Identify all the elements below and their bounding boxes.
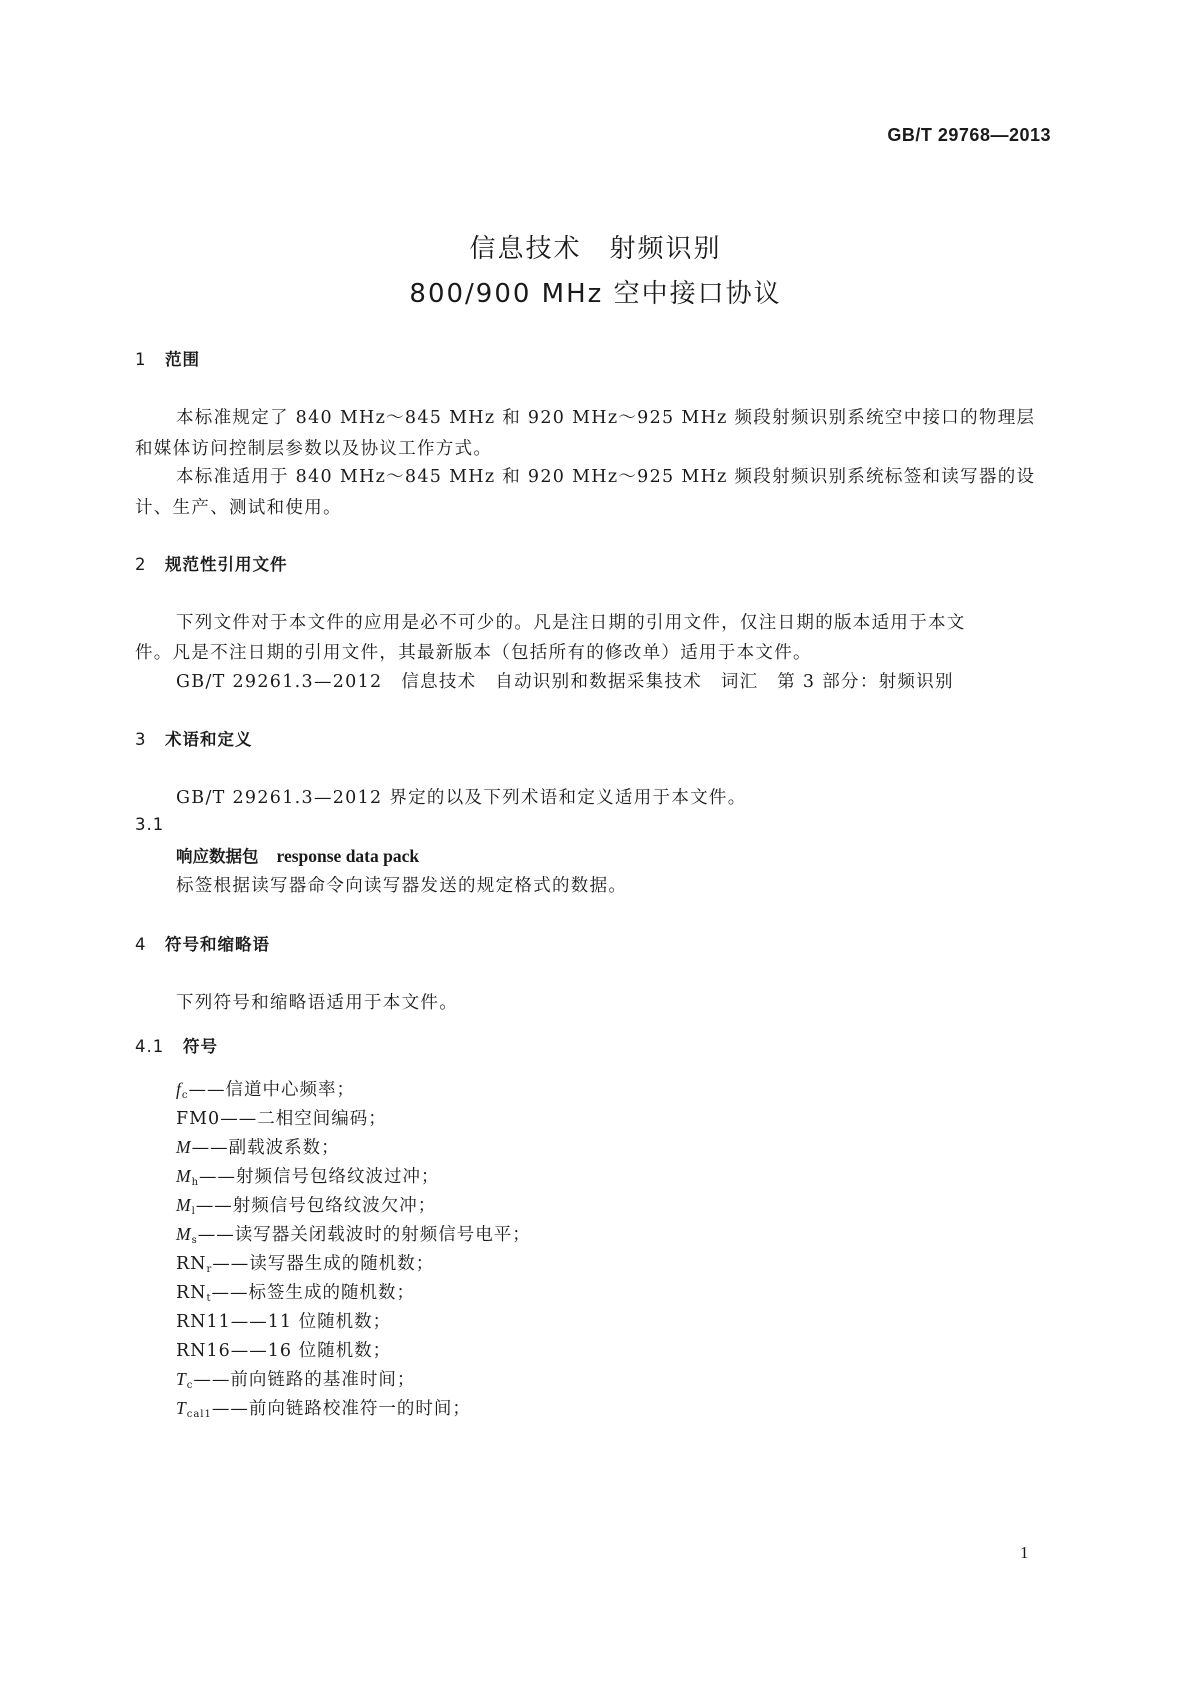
section-title: 符号 <box>183 1037 218 1056</box>
term-english: response data pack <box>276 846 420 866</box>
symbol-entry: $T_{cal1}——$前向链路校准符一的时间； <box>176 1398 471 1420</box>
page-number: 1 <box>1020 1543 1029 1562</box>
refs-document: GB/T 29261.3—2012 信息技术 自动识别和数据采集技术 词汇 第 3 部分：射频识别 <box>176 672 954 692</box>
document-title-line2: 800/900 MHz 空中接口协议 <box>409 279 782 309</box>
symbol-entry: $M_s——$读写器关闭载波时的射频信号电平； <box>176 1224 531 1246</box>
section-number: 1 <box>135 350 147 369</box>
symbol-entry: M——副载波系数； <box>176 1137 340 1158</box>
refs-para-line1: 下列文件对于本文件的应用是必不可少的。凡是注日期的引用文件，仅注日期的版本适用于本文 <box>176 613 966 633</box>
section-title: 符号和缩略语 <box>165 935 270 954</box>
section-2-heading <box>135 551 288 575</box>
section-number: 2 <box>135 555 147 574</box>
section-number: 3 <box>135 730 147 749</box>
symbol-entry: $RN_t——$标签生成的随机数； <box>176 1283 416 1304</box>
section-title: 术语和定义 <box>165 730 253 749</box>
refs-para-line2: 件。凡是不注日期的引用文件，其最新版本（包括所有的修改单）适用于本文件。 <box>135 643 812 663</box>
symbols-intro: 下列符号和缩略语适用于本文件。 <box>176 993 458 1013</box>
section-number: 4 <box>135 935 147 954</box>
symbol-entry: $f_c——$信道中心频率； <box>176 1079 355 1101</box>
section-1-heading <box>135 346 200 370</box>
section-number: 4.1 <box>135 1037 165 1056</box>
section-title: 范围 <box>165 350 200 369</box>
section-4-1-heading <box>135 1033 218 1057</box>
term-3-1-number: 3.1 <box>135 815 165 834</box>
symbol-entry: RN11——11 位随机数； <box>176 1312 392 1332</box>
symbol-entry: FM0——二相空间编码； <box>176 1109 387 1129</box>
symbol-entry: $M_h——$射频信号包络纹波过冲； <box>176 1166 440 1188</box>
scope-para1-line1: 本标准规定了 840 MHz～845 MHz 和 920 MHz～925 MHz 频段射频识别系统空中接口的物理层 <box>176 408 1036 428</box>
symbol-entry: $T_c——$前向链路的基准时间； <box>176 1369 416 1391</box>
scope-para2-line1: 本标准适用于 840 MHz～845 MHz 和 920 MHz～925 MHz 频段射频识别系统标签和读写器的设 <box>176 467 1036 487</box>
section-3-heading <box>135 726 253 750</box>
term-chinese: 响应数据包 <box>176 847 259 866</box>
symbol-entry: RN16——16 位随机数； <box>176 1341 392 1361</box>
standard-code: GB/T 29768—2013 <box>887 125 1051 145</box>
terms-intro: GB/T 29261.3—2012 界定的以及下列术语和定义适用于本文件。 <box>176 788 747 808</box>
term-3-1-title <box>176 843 419 867</box>
section-title: 规范性引用文件 <box>165 555 288 574</box>
term-3-1-definition: 标签根据读写器命令向读写器发送的规定格式的数据。 <box>176 876 628 896</box>
symbol-entry: $RN_r——$读写器生成的随机数； <box>176 1254 435 1275</box>
scope-para1-line2: 和媒体访问控制层参数以及协议工作方式。 <box>135 439 493 459</box>
symbol-entry: $M_l——$射频信号包络纹波欠冲； <box>176 1195 437 1217</box>
scope-para2-line2: 计、生产、测试和使用。 <box>135 498 342 518</box>
section-4-heading <box>135 931 270 955</box>
document-title-line1: 信息技术 射频识别 <box>469 234 722 264</box>
